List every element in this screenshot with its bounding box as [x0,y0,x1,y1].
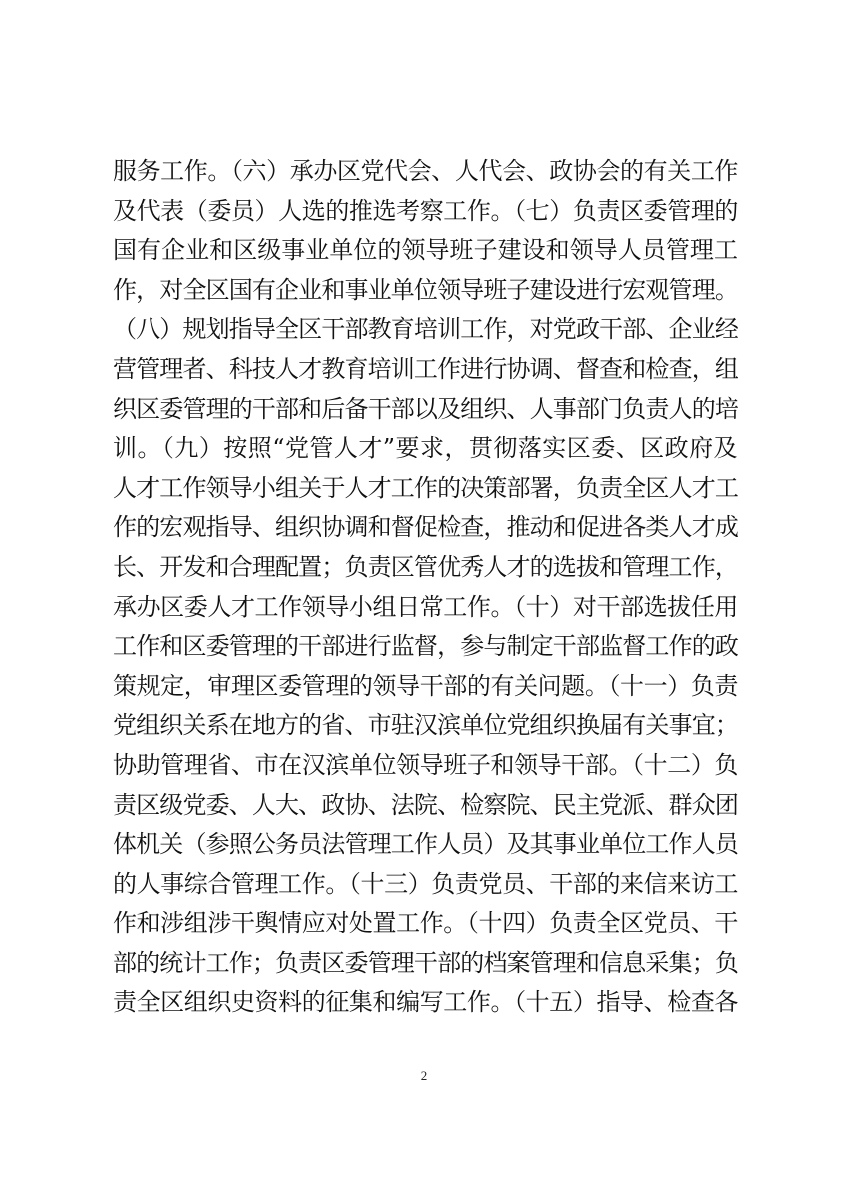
text-line: 作的宏观指导、组织协调和督促检查，推动和促进各类人才成 [113,513,738,542]
text-line: 协助管理省、市在汉滨单位领导班子和领导干部。（十二）负 [113,750,738,779]
text-line: 工作和区委管理的干部进行监督，参与制定干部监督工作的政 [113,632,738,661]
text-line: 作，对全区国有企业和事业单位领导班子建设进行宏观管理。 [113,275,738,304]
text-line: 及代表（委员）人选的推选考察工作。（七）负责区委管理的 [113,196,738,225]
text-line: 部的统计工作；负责区委管理干部的档案管理和信息采集；负 [113,948,738,977]
text-line: 织区委管理的干部和后备干部以及组织、人事部门负责人的培 [113,394,738,423]
text-line: 作和涉组涉干舆情应对处置工作。（十四）负责全区党员、干 [113,909,738,938]
text-line: （八）规划指导全区干部教育培训工作，对党政干部、企业经 [113,315,738,344]
text-line: 营管理者、科技人才教育培训工作进行协调、督查和检查，组 [113,354,738,383]
text-line: 服务工作。（六）承办区党代会、人代会、政协会的有关工作 [113,157,738,185]
text-line: 承办区委人才工作领导小组日常工作。（十）对干部选拔任用 [113,592,738,621]
page-number: 2 [420,1068,428,1083]
text-line: 党组织关系在地方的省、市驻汉滨单位党组织换届有关事宜； [113,711,738,740]
text-line: 人才工作领导小组关于人才工作的决策部署，负责全区人才工 [113,473,738,502]
text-line: 责区级党委、人大、政协、法院、检察院、民主党派、群众团 [113,790,738,819]
text-line: 国有企业和区级事业单位的领导班子建设和领导人员管理工 [113,236,738,265]
body-text [113,152,738,1023]
text-line: 训。（九）按照“党管人才”要求，贯彻落实区委、区政府及 [113,434,738,463]
text-line: 体机关（参照公务员法管理工作人员）及其事业单位工作人员 [113,830,738,859]
text-line: 策规定，审理区委管理的领导干部的有关问题。（十一）负责 [113,671,738,700]
text-line: 长、开发和合理配置；负责区管优秀人才的选拔和管理工作， [113,552,738,581]
text-line: 的人事综合管理工作。（十三）负责党员、干部的来信来访工 [113,869,738,898]
text-line: 责全区组织史资料的征集和编写工作。（十五）指导、检查各 [113,988,738,1017]
